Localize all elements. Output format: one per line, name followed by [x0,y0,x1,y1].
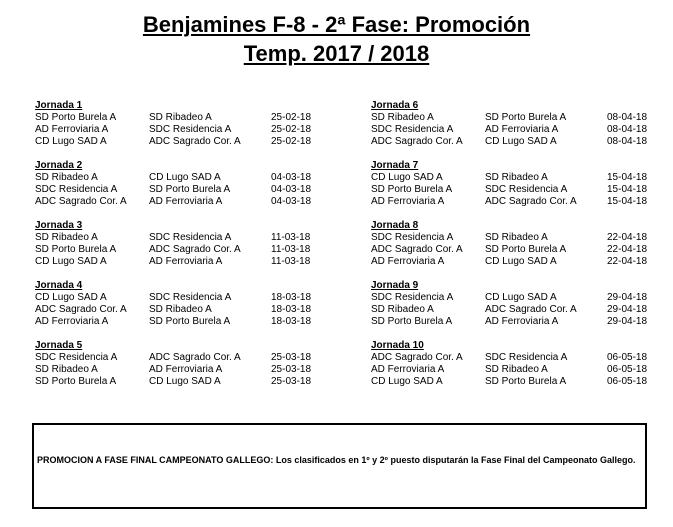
match-row [371,256,671,268]
away-team: SD Porto Burela A [485,112,567,123]
match-date: 11-03-18 [271,244,311,255]
match-row [371,112,671,124]
match-row [371,196,671,208]
jornada-title: Jornada 5 [35,340,83,351]
away-team: SD Porto Burela A [149,316,231,327]
match-row [371,184,671,196]
jornada-block [371,220,671,280]
match-row [35,112,335,124]
match-row [371,244,671,256]
jornada-block [35,100,335,160]
match-date: 08-04-18 [607,136,648,147]
match-date: 06-05-18 [607,376,648,387]
match-row [371,292,671,304]
match-row [371,376,671,388]
away-team: AD Ferroviaria A [485,316,559,327]
match-date: 04-03-18 [271,184,312,195]
jornada-title: Jornada 9 [371,280,419,291]
match-date: 04-03-18 [271,196,312,207]
away-team: SD Porto Burela A [485,244,567,255]
match-row [371,316,671,328]
away-team: SDC Residencia A [149,292,232,303]
jornada-title: Jornada 10 [371,340,424,351]
match-date: 25-02-18 [271,136,312,147]
away-team: SDC Residencia A [149,124,232,135]
jornada-block [35,160,335,220]
match-date: 11-03-18 [271,256,311,267]
match-date: 22-04-18 [607,256,648,267]
home-team: SDC Residencia A [371,124,454,135]
home-team: AD Ferroviaria A [371,196,445,207]
away-team: SD Ribadeo A [149,304,212,315]
home-team: SDC Residencia A [371,292,454,303]
jornada-block [35,280,335,340]
jornada-block [371,280,671,340]
jornada-block [371,100,671,160]
match-row [35,172,335,184]
match-date: 15-04-18 [607,184,648,195]
match-date: 18-03-18 [271,316,312,327]
away-team: SD Ribadeo A [149,112,212,123]
match-date: 25-02-18 [271,112,312,123]
match-date: 08-04-18 [607,112,648,123]
match-row [371,364,671,376]
away-team: CD Lugo SAD A [485,136,557,147]
home-team: SD Porto Burela A [35,244,117,255]
jornada-title: Jornada 8 [371,220,419,231]
away-team: SDC Residencia A [149,232,232,243]
match-row [35,304,335,316]
home-team: SD Porto Burela A [371,184,453,195]
match-date: 25-03-18 [271,352,312,363]
away-team: ADC Sagrado Cor. A [149,136,241,147]
jornada-title: Jornada 3 [35,220,83,231]
home-team: AD Ferroviaria A [35,124,109,135]
home-team: AD Ferroviaria A [371,256,445,267]
home-team: CD Lugo SAD A [35,136,107,147]
home-team: SD Ribadeo A [35,364,98,375]
home-team: SD Porto Burela A [35,376,117,387]
home-team: SD Ribadeo A [371,112,434,123]
away-team: ADC Sagrado Cor. A [149,352,241,363]
jornada-title: Jornada 2 [35,160,83,171]
match-row [371,232,671,244]
match-date: 22-04-18 [607,244,648,255]
match-date: 25-03-18 [271,364,312,375]
match-row [371,124,671,136]
away-team: CD Lugo SAD A [149,376,221,387]
match-row [35,352,335,364]
away-team: AD Ferroviaria A [149,364,223,375]
away-team: SD Porto Burela A [485,376,567,387]
match-date: 08-04-18 [607,124,648,135]
match-date: 11-03-18 [271,232,311,243]
match-date: 29-04-18 [607,304,648,315]
match-date: 15-04-18 [607,172,648,183]
home-team: ADC Sagrado Cor. A [35,196,127,207]
jornada-block [35,220,335,280]
home-team: SDC Residencia A [371,232,454,243]
match-row [371,352,671,364]
away-team: AD Ferroviaria A [149,256,223,267]
away-team: SD Ribadeo A [485,364,548,375]
home-team: ADC Sagrado Cor. A [371,136,463,147]
away-team: CD Lugo SAD A [485,256,557,267]
away-team: AD Ferroviaria A [149,196,223,207]
home-team: AD Ferroviaria A [35,316,109,327]
match-row [35,316,335,328]
match-row [35,196,335,208]
match-row [35,136,335,148]
home-team: AD Ferroviaria A [371,364,445,375]
match-row [371,172,671,184]
match-date: 18-03-18 [271,304,312,315]
match-date: 15-04-18 [607,196,648,207]
match-date: 29-04-18 [607,292,648,303]
match-date: 25-03-18 [271,376,312,387]
away-team: CD Lugo SAD A [149,172,221,183]
jornada-block [35,340,335,400]
home-team: CD Lugo SAD A [371,172,443,183]
away-team: SDC Residencia A [485,352,568,363]
away-team: SD Porto Burela A [149,184,231,195]
page-title: Benjamines F-8 - 2ª Fase: Promoción [142,12,531,37]
match-row [371,136,671,148]
away-team: ADC Sagrado Cor. A [149,244,241,255]
match-row [35,244,335,256]
match-date: 25-02-18 [271,124,312,135]
match-date: 22-04-18 [607,232,648,243]
away-team: ADC Sagrado Cor. A [485,304,577,315]
fixtures-right-column [371,100,671,400]
jornada-title: Jornada 4 [35,280,83,291]
home-team: SD Porto Burela A [35,112,117,123]
home-team: SD Porto Burela A [371,316,453,327]
match-row [35,376,335,388]
jornada-block [371,340,671,400]
match-row [35,184,335,196]
match-row [35,232,335,244]
promotion-notice-text: PROMOCION A FASE FINAL CAMPEONATO GALLEGO: Los clasificados en 1º y 2º puesto disputarán la Fase Final del Campeonato Gallego. [37,455,636,465]
home-team: SD Ribadeo A [35,172,98,183]
match-row [35,256,335,268]
match-date: 04-03-18 [271,172,312,183]
jornada-block [371,160,671,220]
home-team: ADC Sagrado Cor. A [371,352,463,363]
match-date: 29-04-18 [607,316,648,327]
match-row [35,292,335,304]
promotion-notice-box [32,423,647,509]
away-team: ADC Sagrado Cor. A [485,196,577,207]
match-row [35,124,335,136]
jornada-title: Jornada 7 [371,160,419,171]
away-team: CD Lugo SAD A [485,292,557,303]
away-team: AD Ferroviaria A [485,124,559,135]
match-date: 18-03-18 [271,292,312,303]
season-subtitle: Temp. 2017 / 2018 [243,41,430,66]
away-team: SD Ribadeo A [485,232,548,243]
home-team: ADC Sagrado Cor. A [371,244,463,255]
home-team: SD Ribadeo A [35,232,98,243]
home-team: SDC Residencia A [35,352,118,363]
home-team: ADC Sagrado Cor. A [35,304,127,315]
home-team: SDC Residencia A [35,184,118,195]
match-date: 06-05-18 [607,352,648,363]
away-team: SDC Residencia A [485,184,568,195]
jornada-title: Jornada 6 [371,100,419,111]
match-row [35,364,335,376]
away-team: SD Ribadeo A [485,172,548,183]
match-row [371,304,671,316]
jornada-title: Jornada 1 [35,100,83,111]
fixtures-left-column [35,100,335,400]
home-team: CD Lugo SAD A [371,376,443,387]
home-team: CD Lugo SAD A [35,292,107,303]
home-team: CD Lugo SAD A [35,256,107,267]
match-date: 06-05-18 [607,364,648,375]
home-team: SD Ribadeo A [371,304,434,315]
